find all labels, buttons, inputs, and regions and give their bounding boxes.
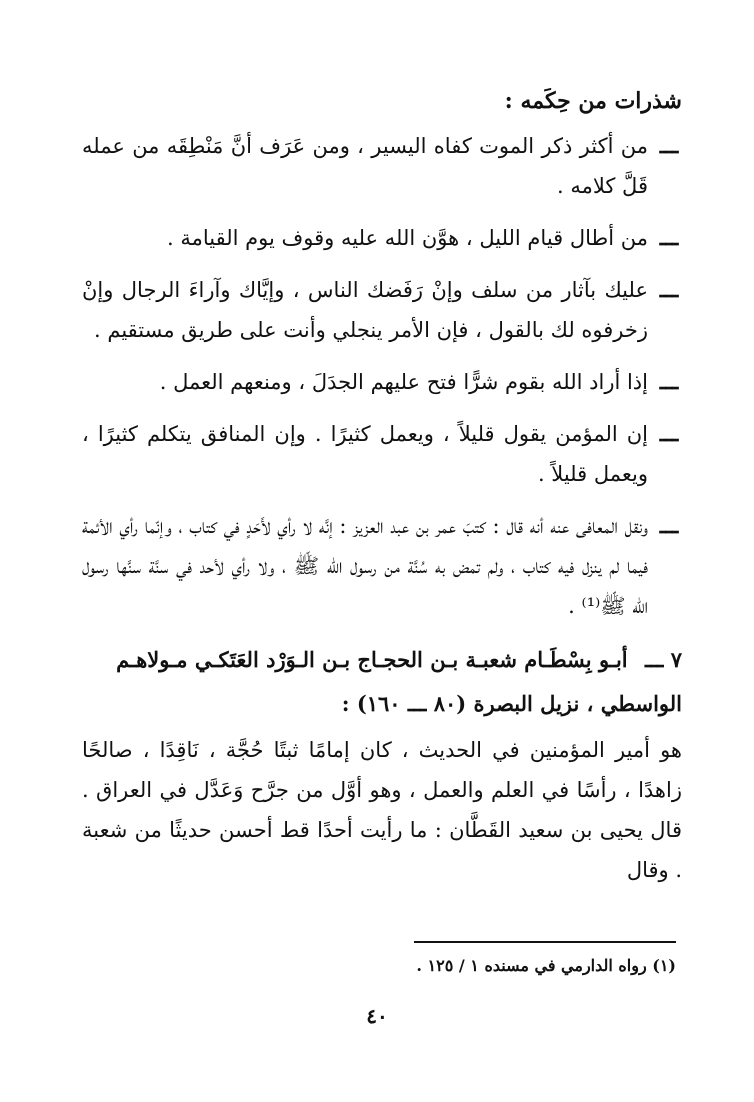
dash-marker: ـــ (659, 421, 679, 446)
saying-text: من أطال قيام الليل ، هوَّن الله عليه وقوف يوم القيامة . (167, 226, 648, 250)
saying-text: ونقل المعافى عنه أنه قال : كتبَ عمر بن عبد العزيز : إنَّه لا رأي لأَحَدٍ في كتاب ، وإنّما رأي الأئمة فيما لم ينزل فيه كتاب ، ولم تمض به سُنَّة من رسول الله ﷺ ، ولا رأي لأحد في سنَّة سنَّها رسول الله ﷺ⁽¹⁾ . (82, 514, 648, 618)
saying-text: عليك بآثار من سلف وإنْ رَفَضك الناس ، وإيَّاك وآراءَ الرجال وإنْ زخرفوه لك بالقول ، فإن الأمر ينجلي وأنت على طريق مستقيم . (82, 278, 648, 342)
sayings-list (82, 126, 682, 626)
saying-text: من أكثر ذكر الموت كفاه اليسير ، ومن عَرَف أنَّ مَنْطِقَه من عمله قَلَّ كلامه . (82, 134, 648, 198)
dash-marker: ـــ (659, 133, 679, 158)
saying-item (82, 218, 682, 258)
biography-name: أبـو بِسْطَـام شعبـة بـن الحجـاج بـن الـوَرْد العَتَكـي مـولاهـم الواسطي ، نزيل البصرة (٨٠ ـــ ١٦٠) : (116, 647, 682, 716)
footnote-divider (414, 941, 676, 943)
biography-number: ٧ ـــ (644, 647, 682, 672)
saying-item (82, 506, 682, 626)
saying-text: إذا أراد الله بقوم شرًّا فتح عليهم الجدَلَ ، ومنعهم العمل . (159, 370, 648, 394)
dash-marker: ـــ (659, 277, 679, 302)
saying-item (82, 362, 682, 402)
saying-text: إن المؤمن يقول قليلاً ، ويعمل كثيرًا . وإن المنافق يتكلم كثيرًا ، ويعمل قليلاً . (82, 422, 648, 486)
dash-marker: ـــ (659, 369, 679, 394)
dash-marker: ـــ (659, 513, 679, 538)
dash-marker: ـــ (659, 225, 679, 250)
page-number: ٤٠ (366, 1004, 388, 1028)
saying-item (82, 414, 682, 494)
biography-text: هو أمير المؤمنين في الحديث ، كان إمامًا ثبتًا حُجَّة ، نَاقِدًا ، صالحًا زاهدًا ، رأسًا في العلم والعمل ، وهو أوَّل من جرَّح وَعَدَّل في العراق . قال يحيى بن سعيد القَطَّان : ما رأيت أحدًا قط أحسن حديثًا من شعبة . وقال (82, 738, 682, 882)
saying-item (82, 126, 682, 206)
biography-title (82, 638, 682, 726)
saying-item (82, 270, 682, 350)
section-heading: شذرات من حِكَمه : (504, 88, 682, 114)
footnote: (١) رواه الدارمي في مسنده ١ / ١٢٥ . (416, 956, 676, 975)
page-content (82, 78, 682, 890)
